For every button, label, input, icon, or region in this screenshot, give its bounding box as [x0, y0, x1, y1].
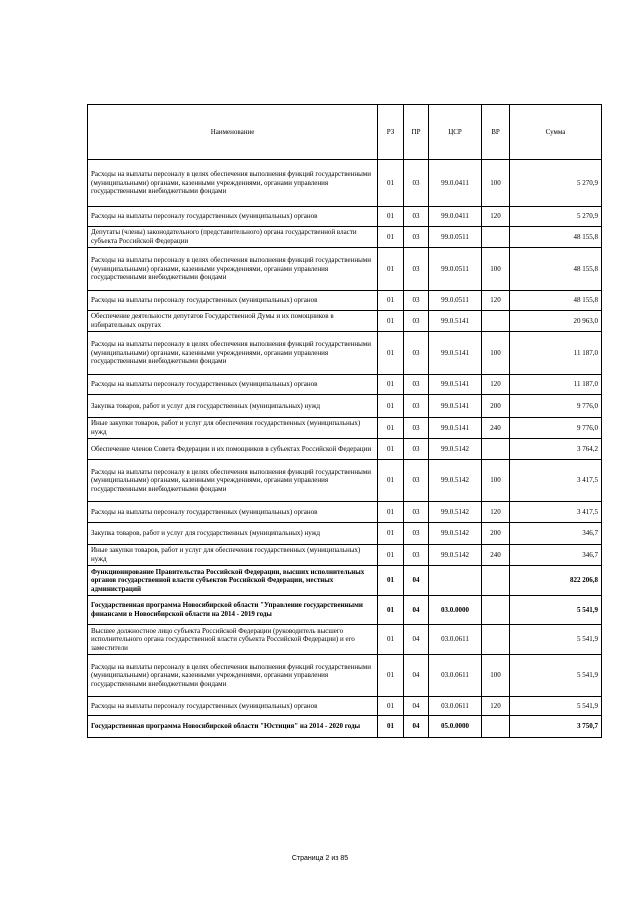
- table-row: [88, 716, 602, 738]
- cell-sum: 5 270,9: [510, 207, 602, 227]
- cell-csr: 99.0.5142: [429, 502, 482, 523]
- cell-sum: 48 155,8: [510, 248, 602, 291]
- table-row: [88, 395, 602, 418]
- cell-csr: 99.0.0411: [429, 160, 482, 207]
- cell-sum: 9 776,0: [510, 395, 602, 418]
- cell-name: Расходы на выплаты персоналу государственных (муниципальных) органов: [88, 207, 378, 227]
- cell-sum: 3 764,2: [510, 439, 602, 460]
- cell-vr: 120: [482, 291, 510, 311]
- cell-rz: 01: [378, 716, 404, 738]
- table-row: [88, 207, 602, 227]
- cell-rz: 01: [378, 248, 404, 291]
- cell-name: Расходы на выплаты персоналу в целях обеспечения выполнения функций государственными (муниципальными) органами, казенными учреждениями, органами управления государственными внебюджетными фондами: [88, 248, 378, 291]
- table-row: [88, 523, 602, 545]
- cell-csr: [429, 566, 482, 596]
- table-row: [88, 596, 602, 625]
- cell-vr: 100: [482, 460, 510, 502]
- table-row: [88, 291, 602, 311]
- cell-csr: 99.0.5141: [429, 311, 482, 332]
- cell-rz: 01: [378, 439, 404, 460]
- cell-vr: 240: [482, 418, 510, 439]
- cell-vr: 120: [482, 697, 510, 716]
- table-row: [88, 566, 602, 596]
- cell-sum: 11 187,0: [510, 332, 602, 375]
- cell-csr: 99.0.0511: [429, 248, 482, 291]
- cell-rz: 01: [378, 625, 404, 655]
- cell-sum: 9 776,0: [510, 418, 602, 439]
- cell-csr: 03.0.0000: [429, 596, 482, 625]
- cell-csr: 99.0.5142: [429, 460, 482, 502]
- cell-name: Обеспечение членов Совета Федерации и их помощников в субъектах Российской Федерации: [88, 439, 378, 460]
- cell-pr: 03: [404, 160, 429, 207]
- cell-sum: 822 206,8: [510, 566, 602, 596]
- cell-sum: 5 541,9: [510, 655, 602, 697]
- header-csr: ЦСР: [429, 105, 482, 160]
- cell-name: Иные закупки товаров, работ и услуг для обеспечения государственных (муниципальных) нужд: [88, 418, 378, 439]
- cell-name: Государственная программа Новосибирской области "Управление государственными финансами в Новосибирской области на 2014 - 2019 годы: [88, 596, 378, 625]
- cell-name: Расходы на выплаты персоналу государственных (муниципальных) органов: [88, 291, 378, 311]
- cell-rz: 01: [378, 311, 404, 332]
- cell-pr: 03: [404, 502, 429, 523]
- cell-name: Расходы на выплаты персоналу государственных (муниципальных) органов: [88, 502, 378, 523]
- table-header-row: [88, 105, 602, 160]
- cell-csr: 05.0.0000: [429, 716, 482, 738]
- cell-vr: 100: [482, 248, 510, 291]
- cell-csr: 99.0.5141: [429, 332, 482, 375]
- cell-name: Расходы на выплаты персоналу государственных (муниципальных) органов: [88, 697, 378, 716]
- table-row: [88, 332, 602, 375]
- cell-csr: 99.0.0411: [429, 207, 482, 227]
- cell-sum: 5 270,9: [510, 160, 602, 207]
- cell-vr: [482, 596, 510, 625]
- header-sum: Сумма: [510, 105, 602, 160]
- cell-pr: 03: [404, 545, 429, 566]
- cell-name: Расходы на выплаты персоналу в целях обеспечения выполнения функций государственными (муниципальными) органами, казенными учреждениями, органами управления государственными внебюджетными фондами: [88, 655, 378, 697]
- cell-csr: 99.0.5142: [429, 545, 482, 566]
- cell-rz: 01: [378, 291, 404, 311]
- cell-pr: 04: [404, 655, 429, 697]
- cell-pr: 03: [404, 332, 429, 375]
- cell-rz: 01: [378, 160, 404, 207]
- cell-name: Обеспечение деятельности депутатов Государственной Думы и их помощников в избирательных округах: [88, 311, 378, 332]
- table-row: [88, 439, 602, 460]
- cell-sum: 5 541,9: [510, 625, 602, 655]
- cell-vr: 120: [482, 502, 510, 523]
- cell-rz: 01: [378, 227, 404, 248]
- budget-table: [87, 104, 602, 738]
- cell-sum: 48 155,8: [510, 227, 602, 248]
- cell-rz: 01: [378, 375, 404, 395]
- cell-vr: 100: [482, 655, 510, 697]
- cell-vr: 200: [482, 395, 510, 418]
- cell-pr: 03: [404, 291, 429, 311]
- cell-pr: 04: [404, 596, 429, 625]
- cell-rz: 01: [378, 596, 404, 625]
- cell-csr: 99.0.5142: [429, 439, 482, 460]
- cell-vr: [482, 227, 510, 248]
- cell-rz: 01: [378, 502, 404, 523]
- header-name: Наименование: [88, 105, 378, 160]
- cell-sum: 346,7: [510, 545, 602, 566]
- cell-rz: 01: [378, 655, 404, 697]
- cell-rz: 01: [378, 207, 404, 227]
- table-row: [88, 227, 602, 248]
- cell-name: Функционирование Правительства Российской Федерации, высших исполнительных органов государственной власти субъектов Российской Федерации, местных администраций: [88, 566, 378, 596]
- cell-name: Расходы на выплаты персоналу в целях обеспечения выполнения функций государственными (муниципальными) органами, казенными учреждениями, органами управления государственными внебюджетными фондами: [88, 160, 378, 207]
- cell-name: Закупка товаров, работ и услуг для государственных (муниципальных) нужд: [88, 523, 378, 545]
- header-vr: ВР: [482, 105, 510, 160]
- cell-sum: 5 541,9: [510, 596, 602, 625]
- cell-name: Закупка товаров, работ и услуг для государственных (муниципальных) нужд: [88, 395, 378, 418]
- cell-rz: 01: [378, 545, 404, 566]
- cell-pr: 03: [404, 439, 429, 460]
- table-row: [88, 697, 602, 716]
- cell-vr: [482, 716, 510, 738]
- cell-rz: 01: [378, 418, 404, 439]
- cell-csr: 99.0.5141: [429, 395, 482, 418]
- cell-vr: [482, 625, 510, 655]
- cell-csr: 99.0.0511: [429, 291, 482, 311]
- table-row: [88, 418, 602, 439]
- cell-vr: [482, 566, 510, 596]
- cell-pr: 03: [404, 460, 429, 502]
- cell-name: Расходы на выплаты персоналу в целях обеспечения выполнения функций государственными (муниципальными) органами, казенными учреждениями, органами управления государственными внебюджетными фондами: [88, 460, 378, 502]
- cell-name: Расходы на выплаты персоналу государственных (муниципальных) органов: [88, 375, 378, 395]
- cell-rz: 01: [378, 523, 404, 545]
- cell-csr: 99.0.0511: [429, 227, 482, 248]
- table-row: [88, 655, 602, 697]
- cell-pr: 04: [404, 716, 429, 738]
- cell-sum: 20 963,0: [510, 311, 602, 332]
- cell-sum: 3 417,5: [510, 460, 602, 502]
- cell-pr: 03: [404, 207, 429, 227]
- cell-pr: 03: [404, 311, 429, 332]
- cell-vr: [482, 439, 510, 460]
- cell-pr: 03: [404, 523, 429, 545]
- cell-name: Расходы на выплаты персоналу в целях обеспечения выполнения функций государственными (муниципальными) органами, казенными учреждениями, органами управления государственными внебюджетными фондами: [88, 332, 378, 375]
- table-row: [88, 311, 602, 332]
- cell-pr: 04: [404, 697, 429, 716]
- cell-rz: 01: [378, 697, 404, 716]
- cell-rz: 01: [378, 460, 404, 502]
- cell-sum: 3 417,5: [510, 502, 602, 523]
- cell-rz: 01: [378, 332, 404, 375]
- cell-csr: 03.0.0611: [429, 655, 482, 697]
- cell-sum: 48 155,8: [510, 291, 602, 311]
- cell-pr: 03: [404, 395, 429, 418]
- cell-name: Высшее должностное лицо субъекта Российской Федерации (руководитель высшего исполнительного органа государственной власти субъекта Российской Федерации) и его заместители: [88, 625, 378, 655]
- cell-sum: 11 187,0: [510, 375, 602, 395]
- page-number: Страница 2 из 85: [291, 855, 349, 862]
- cell-sum: 3 750,7: [510, 716, 602, 738]
- table-row: [88, 248, 602, 291]
- cell-vr: 120: [482, 375, 510, 395]
- table-row: [88, 502, 602, 523]
- cell-rz: 01: [378, 566, 404, 596]
- cell-sum: 5 541,9: [510, 697, 602, 716]
- cell-rz: 01: [378, 395, 404, 418]
- table-row: [88, 625, 602, 655]
- cell-name: Депутаты (члены) законодательного (представительного) органа государственной власти субъекта Российской Федерации: [88, 227, 378, 248]
- cell-pr: 03: [404, 375, 429, 395]
- cell-csr: 99.0.5141: [429, 375, 482, 395]
- cell-vr: 100: [482, 160, 510, 207]
- cell-pr: 04: [404, 625, 429, 655]
- cell-pr: 03: [404, 248, 429, 291]
- cell-pr: 03: [404, 227, 429, 248]
- cell-name: Иные закупки товаров, работ и услуг для обеспечения государственных (муниципальных) нужд: [88, 545, 378, 566]
- cell-pr: 03: [404, 418, 429, 439]
- cell-csr: 99.0.5141: [429, 418, 482, 439]
- cell-name: Государственная программа Новосибирской области "Юстиция" на 2014 - 2020 годы: [88, 716, 378, 738]
- cell-vr: 120: [482, 207, 510, 227]
- table-row: [88, 160, 602, 207]
- cell-csr: 03.0.0611: [429, 697, 482, 716]
- cell-vr: 200: [482, 523, 510, 545]
- table-row: [88, 545, 602, 566]
- cell-vr: [482, 311, 510, 332]
- cell-vr: 100: [482, 332, 510, 375]
- table-row: [88, 460, 602, 502]
- cell-csr: 03.0.0611: [429, 625, 482, 655]
- cell-csr: 99.0.5142: [429, 523, 482, 545]
- cell-sum: 346,7: [510, 523, 602, 545]
- header-rz: РЗ: [378, 105, 404, 160]
- cell-vr: 240: [482, 545, 510, 566]
- cell-pr: 04: [404, 566, 429, 596]
- table-row: [88, 375, 602, 395]
- header-pr: ПР: [404, 105, 429, 160]
